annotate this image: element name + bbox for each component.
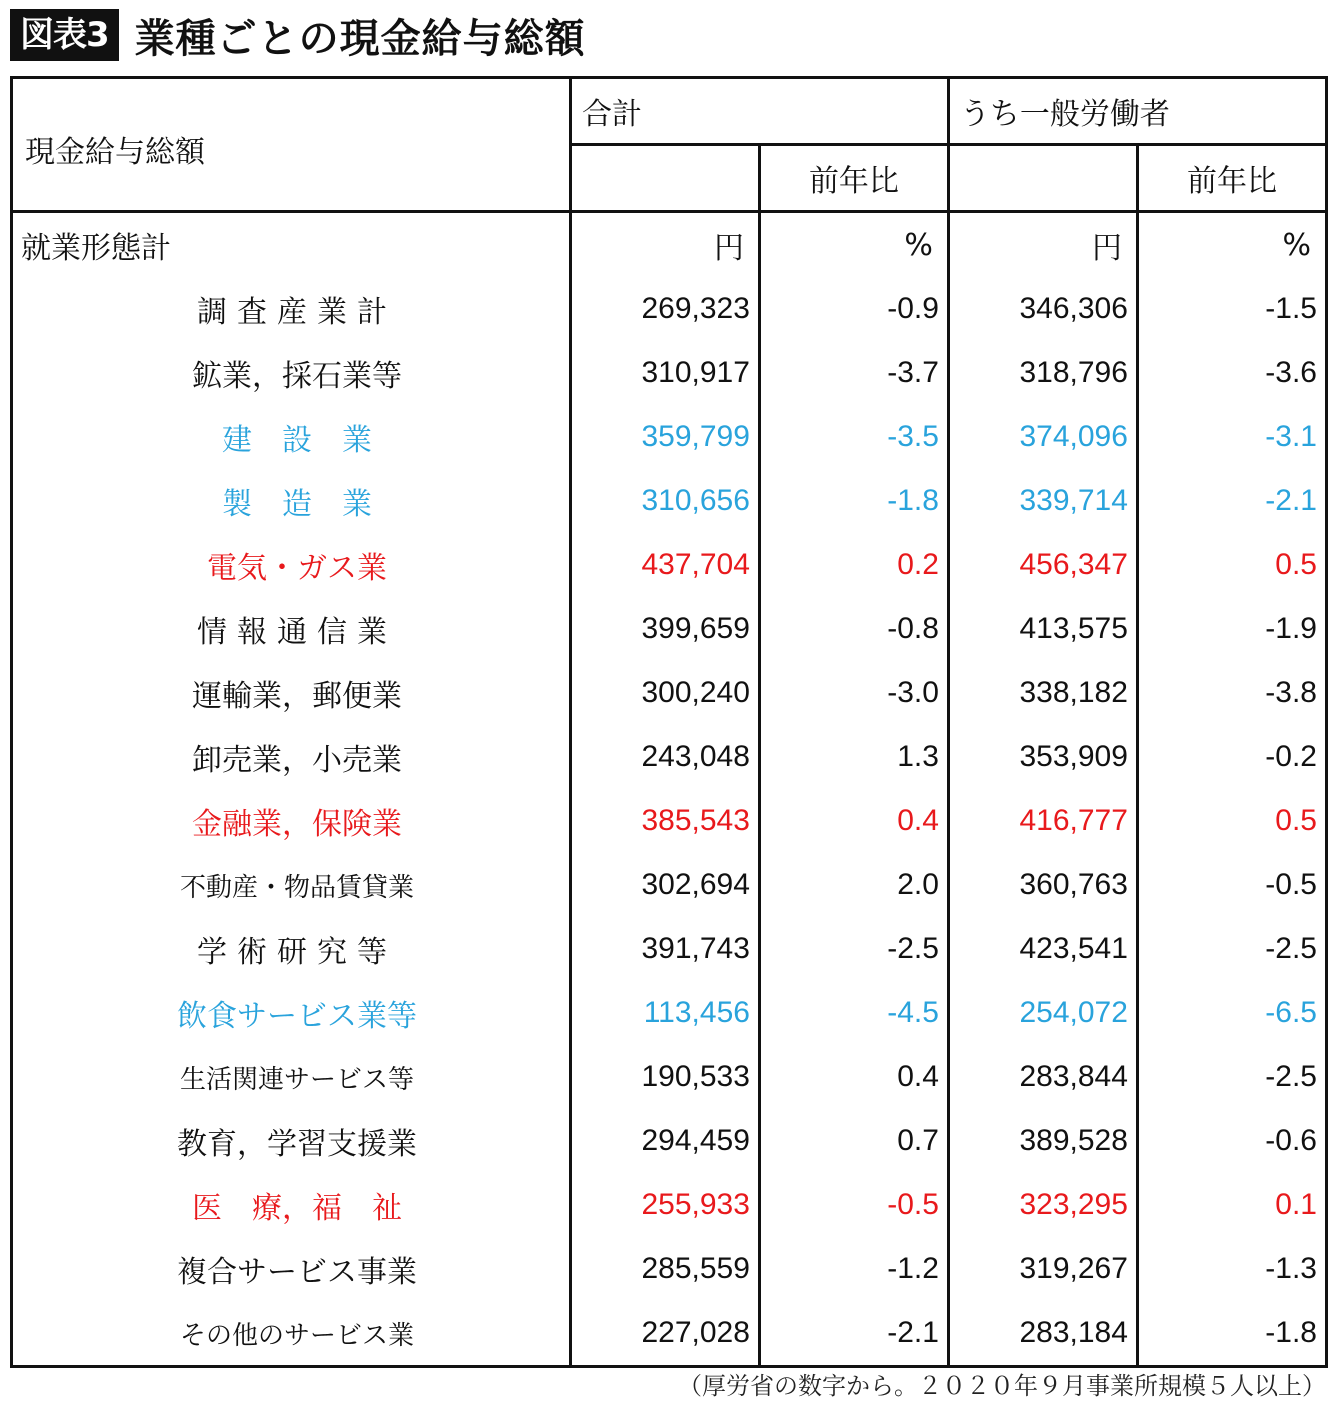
figure-title — [10, 8, 586, 62]
total-amount: 359,799 — [570, 405, 759, 469]
total-yoy: -3.5 — [759, 405, 948, 469]
table-row — [12, 1109, 1327, 1173]
industry-label-text: 学術研究等 — [197, 935, 397, 970]
general-amount: 339,714 — [948, 469, 1137, 533]
general-amount: 254,072 — [948, 981, 1137, 1045]
industry-label-text: 飲食サービス業等 — [177, 999, 417, 1034]
industry-label-text: 複合サービス事業 — [177, 1255, 417, 1290]
industry-label — [12, 853, 571, 917]
total-yoy: 0.2 — [759, 533, 948, 597]
industry-label — [12, 469, 571, 533]
total-yoy: -2.1 — [759, 1301, 948, 1367]
industry-label — [12, 1173, 571, 1237]
total-yoy: 0.7 — [759, 1109, 948, 1173]
total-amount: 310,917 — [570, 341, 759, 405]
total-yoy: -4.5 — [759, 981, 948, 1045]
industry-label-text: 金融業，保険業 — [192, 807, 402, 842]
header-general-yoy: 前年比 — [1137, 145, 1326, 212]
industry-label — [12, 1237, 571, 1301]
industry-label — [12, 789, 571, 853]
total-amount: 190,533 — [570, 1045, 759, 1109]
general-yoy: -3.8 — [1137, 661, 1326, 725]
general-yoy: -2.1 — [1137, 469, 1326, 533]
industry-label-text: 建 設 業 — [222, 423, 372, 458]
general-yoy: -1.5 — [1137, 277, 1326, 341]
total-yoy: -0.5 — [759, 1173, 948, 1237]
industry-label — [12, 917, 571, 981]
general-yoy: -1.9 — [1137, 597, 1326, 661]
industry-label — [12, 597, 571, 661]
unit-pct-total: % — [759, 212, 948, 278]
industry-label — [12, 981, 571, 1045]
table-row — [12, 853, 1327, 917]
figure-title-text: 業種ごとの現金給与総額 — [134, 15, 586, 62]
unit-row-label: 就業形態計 — [21, 231, 171, 266]
total-yoy: 0.4 — [759, 1045, 948, 1109]
header-total-amount — [570, 145, 759, 212]
table-row — [12, 341, 1327, 405]
total-amount: 113,456 — [570, 981, 759, 1045]
total-yoy: 0.4 — [759, 789, 948, 853]
total-amount: 269,323 — [570, 277, 759, 341]
industry-label-text: その他のサービス業 — [179, 1320, 414, 1351]
general-amount: 353,909 — [948, 725, 1137, 789]
general-amount: 389,528 — [948, 1109, 1137, 1173]
industry-label-text: 運輸業，郵便業 — [192, 679, 402, 714]
table-row — [12, 1173, 1327, 1237]
industry-label — [12, 1109, 571, 1173]
general-yoy: -0.6 — [1137, 1109, 1326, 1173]
general-amount: 338,182 — [948, 661, 1137, 725]
total-amount: 399,659 — [570, 597, 759, 661]
industry-label — [12, 661, 571, 725]
industry-label-text: 卸売業，小売業 — [192, 743, 402, 778]
source-note: （厚労省の数字から。２０２０年９月事業所規模５人以上） — [678, 1372, 1326, 1400]
industry-label-text: 鉱業，採石業等 — [192, 359, 402, 394]
header-total: 合計 — [570, 78, 948, 145]
general-yoy: -0.2 — [1137, 725, 1326, 789]
table-row — [12, 917, 1327, 981]
total-amount: 294,459 — [570, 1109, 759, 1173]
unit-yen-general: 円 — [948, 212, 1137, 278]
table-row — [12, 533, 1327, 597]
total-yoy: -3.0 — [759, 661, 948, 725]
general-amount: 283,844 — [948, 1045, 1137, 1109]
general-yoy: -1.8 — [1137, 1301, 1326, 1367]
wage-table — [10, 76, 1328, 1368]
general-amount: 318,796 — [948, 341, 1137, 405]
total-amount: 243,048 — [570, 725, 759, 789]
general-amount: 346,306 — [948, 277, 1137, 341]
general-yoy: -2.5 — [1137, 1045, 1326, 1109]
table-row — [12, 1301, 1327, 1367]
general-amount: 323,295 — [948, 1173, 1137, 1237]
industry-label-text: 調査産業計 — [197, 295, 397, 330]
total-amount: 310,656 — [570, 469, 759, 533]
general-yoy: -6.5 — [1137, 981, 1326, 1045]
header-row-1 — [12, 78, 1327, 145]
total-amount: 437,704 — [570, 533, 759, 597]
general-yoy: -1.3 — [1137, 1237, 1326, 1301]
header-general: うち一般労働者 — [948, 78, 1326, 145]
total-amount: 391,743 — [570, 917, 759, 981]
general-amount: 374,096 — [948, 405, 1137, 469]
industry-label — [12, 277, 571, 341]
total-amount: 385,543 — [570, 789, 759, 853]
table-row — [12, 661, 1327, 725]
total-yoy: -0.8 — [759, 597, 948, 661]
total-yoy: -2.5 — [759, 917, 948, 981]
industry-label — [12, 1301, 571, 1367]
table-row — [12, 725, 1327, 789]
total-yoy: 1.3 — [759, 725, 948, 789]
total-amount: 302,694 — [570, 853, 759, 917]
total-amount: 255,933 — [570, 1173, 759, 1237]
table-row — [12, 469, 1327, 533]
industry-label-text: 電気・ガス業 — [207, 551, 387, 586]
header-corner: 現金給与総額 — [12, 78, 571, 212]
general-yoy: -0.5 — [1137, 853, 1326, 917]
general-amount: 423,541 — [948, 917, 1137, 981]
unit-pct-general: % — [1137, 212, 1326, 278]
industry-label-text: 医 療，福 祉 — [192, 1191, 402, 1226]
industry-label — [12, 341, 571, 405]
total-amount: 285,559 — [570, 1237, 759, 1301]
header-total-yoy: 前年比 — [759, 145, 948, 212]
unit-yen-total: 円 — [570, 212, 759, 278]
total-amount: 300,240 — [570, 661, 759, 725]
general-yoy: -2.5 — [1137, 917, 1326, 981]
general-yoy: -3.1 — [1137, 405, 1326, 469]
total-yoy: -3.7 — [759, 341, 948, 405]
general-amount: 416,777 — [948, 789, 1137, 853]
table-row — [12, 277, 1327, 341]
header-general-amount — [948, 145, 1137, 212]
figure-badge: 図表3 — [10, 9, 119, 61]
general-yoy: 0.5 — [1137, 533, 1326, 597]
general-yoy: -3.6 — [1137, 341, 1326, 405]
table-row — [12, 981, 1327, 1045]
general-yoy: 0.1 — [1137, 1173, 1326, 1237]
table-row — [12, 789, 1327, 853]
total-amount: 227,028 — [570, 1301, 759, 1367]
total-yoy: -1.8 — [759, 469, 948, 533]
table-row — [12, 597, 1327, 661]
industry-label-text: 教育，学習支援業 — [177, 1127, 417, 1162]
industry-label-text: 生活関連サービス等 — [179, 1064, 414, 1095]
table-row — [12, 1237, 1327, 1301]
total-yoy: 2.0 — [759, 853, 948, 917]
industry-label-text: 製 造 業 — [222, 487, 372, 522]
general-yoy: 0.5 — [1137, 789, 1326, 853]
total-yoy: -1.2 — [759, 1237, 948, 1301]
general-amount: 413,575 — [948, 597, 1137, 661]
industry-label-text: 情報通信業 — [197, 615, 397, 650]
industry-label-text: 不動産・物品賃貸業 — [179, 872, 414, 903]
table-row — [12, 405, 1327, 469]
unit-row — [12, 212, 1327, 278]
total-yoy: -0.9 — [759, 277, 948, 341]
industry-label — [12, 725, 571, 789]
general-amount: 360,763 — [948, 853, 1137, 917]
general-amount: 456,347 — [948, 533, 1137, 597]
general-amount: 319,267 — [948, 1237, 1137, 1301]
table-row — [12, 1045, 1327, 1109]
industry-label — [12, 405, 571, 469]
industry-label — [12, 1045, 571, 1109]
general-amount: 283,184 — [948, 1301, 1137, 1367]
industry-label — [12, 533, 571, 597]
